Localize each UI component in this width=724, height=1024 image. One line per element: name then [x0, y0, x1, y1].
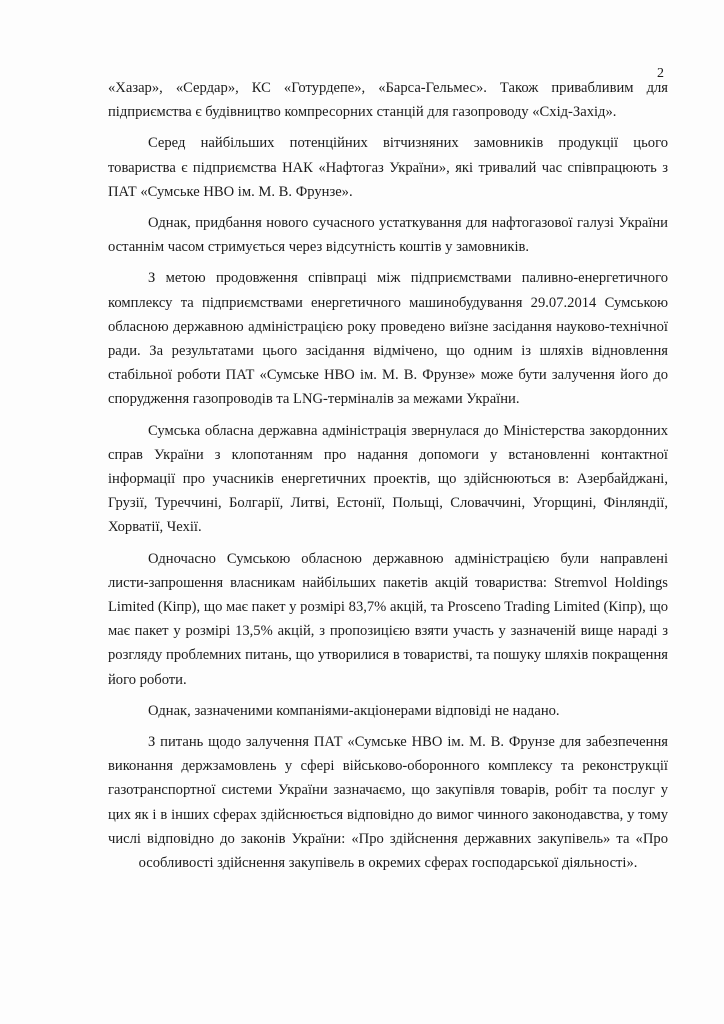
page-number: 2: [657, 66, 664, 81]
paragraph-continuation: «Хазар», «Сердар», КС «Готурдепе», «Барса-Гельмес». Також привабливим для підприємства є будівництво компресорних станцій для газопроводу «Схід-Захід».: [108, 80, 668, 121]
paragraph-council-meeting: З метою продовження співпраці між підприємствами паливно-енергетичного комплексу та підприємствами енергетичного машинобудування 29.07.2014 Сумською обласною державною адміністрацією року проведено виїзне засідання науково-технічної ради. За результатами цього засідання відмічено, що одним із шляхів відновлення стабільної роботи ПАТ «Сумське НВО ім. М. В. Фрунзе» може бути залучення його до спорудження газопроводів та LNG-терміналів за межами України.: [108, 270, 668, 408]
paragraph-foreign-ministry: Сумська обласна державна адміністрація звернулася до Міністерства закордонних справ України з клопотанням про надання допомоги у встановленні контактної інформації про учасників енергетичних проектів, що здійснюються в: Азербайджані, Грузії, Туреччині, Болгарії, Литві, Естонії, Польщі, Словаччині, Угорщині, Фінляндії, Хорватії, Чехії.: [108, 422, 668, 536]
paragraph-procurement: З питань щодо залучення ПАТ «Сумське НВО ім. М. В. Фрунзе для забезпечення виконання держзамовлень у сфері військово-оборонного комплексу та реконструкції газотранспортної системи України зазначаємо, що закупівля товарів, робіт та послуг у цих як і в інших сферах здійснюється відповідно до вимог чинного законодавства, у тому числі відповідно до законів України: «Про здійснення державних закупівель» та «Про особливості здійснення закупівель в окремих сферах господарської діяльності».: [108, 734, 668, 872]
paragraph-funding: Однак, придбання нового сучасного устаткування для нафтогазової галузі України останнім часом стримується через відсутність коштів у замовників.: [108, 215, 668, 256]
paragraph-no-response: Однак, зазначеними компаніями-акціонерами відповіді не надано.: [148, 702, 560, 719]
paragraph-customers: Серед найбільших потенційних вітчизняних замовників продукції цього товариства є підприємства НАК «Нафтогаз України», які тривалий час співпрацюють з ПАТ «Сумське НВО ім. М. В. Фрунзе».: [108, 135, 668, 200]
paragraph-shareholders-invitation: Одночасно Сумською обласною державною адміністрацією були направлені листи-запрошення власникам найбільших пакетів акцій товариства: Stremvol Holdings Limited (Кіпр), що має пакет у розмірі 83,7% акцій, та Prosceno Trading Limited (Кіпр), що має пакет у розмірі 13,5% акцій, з пропозицією взяти участь у зазначеній вище нараді з розгляду проблемних питань, що утворилися в товаристві, та пошуку шляхів покращення його роботи.: [108, 550, 668, 688]
document-body: [108, 76, 668, 882]
